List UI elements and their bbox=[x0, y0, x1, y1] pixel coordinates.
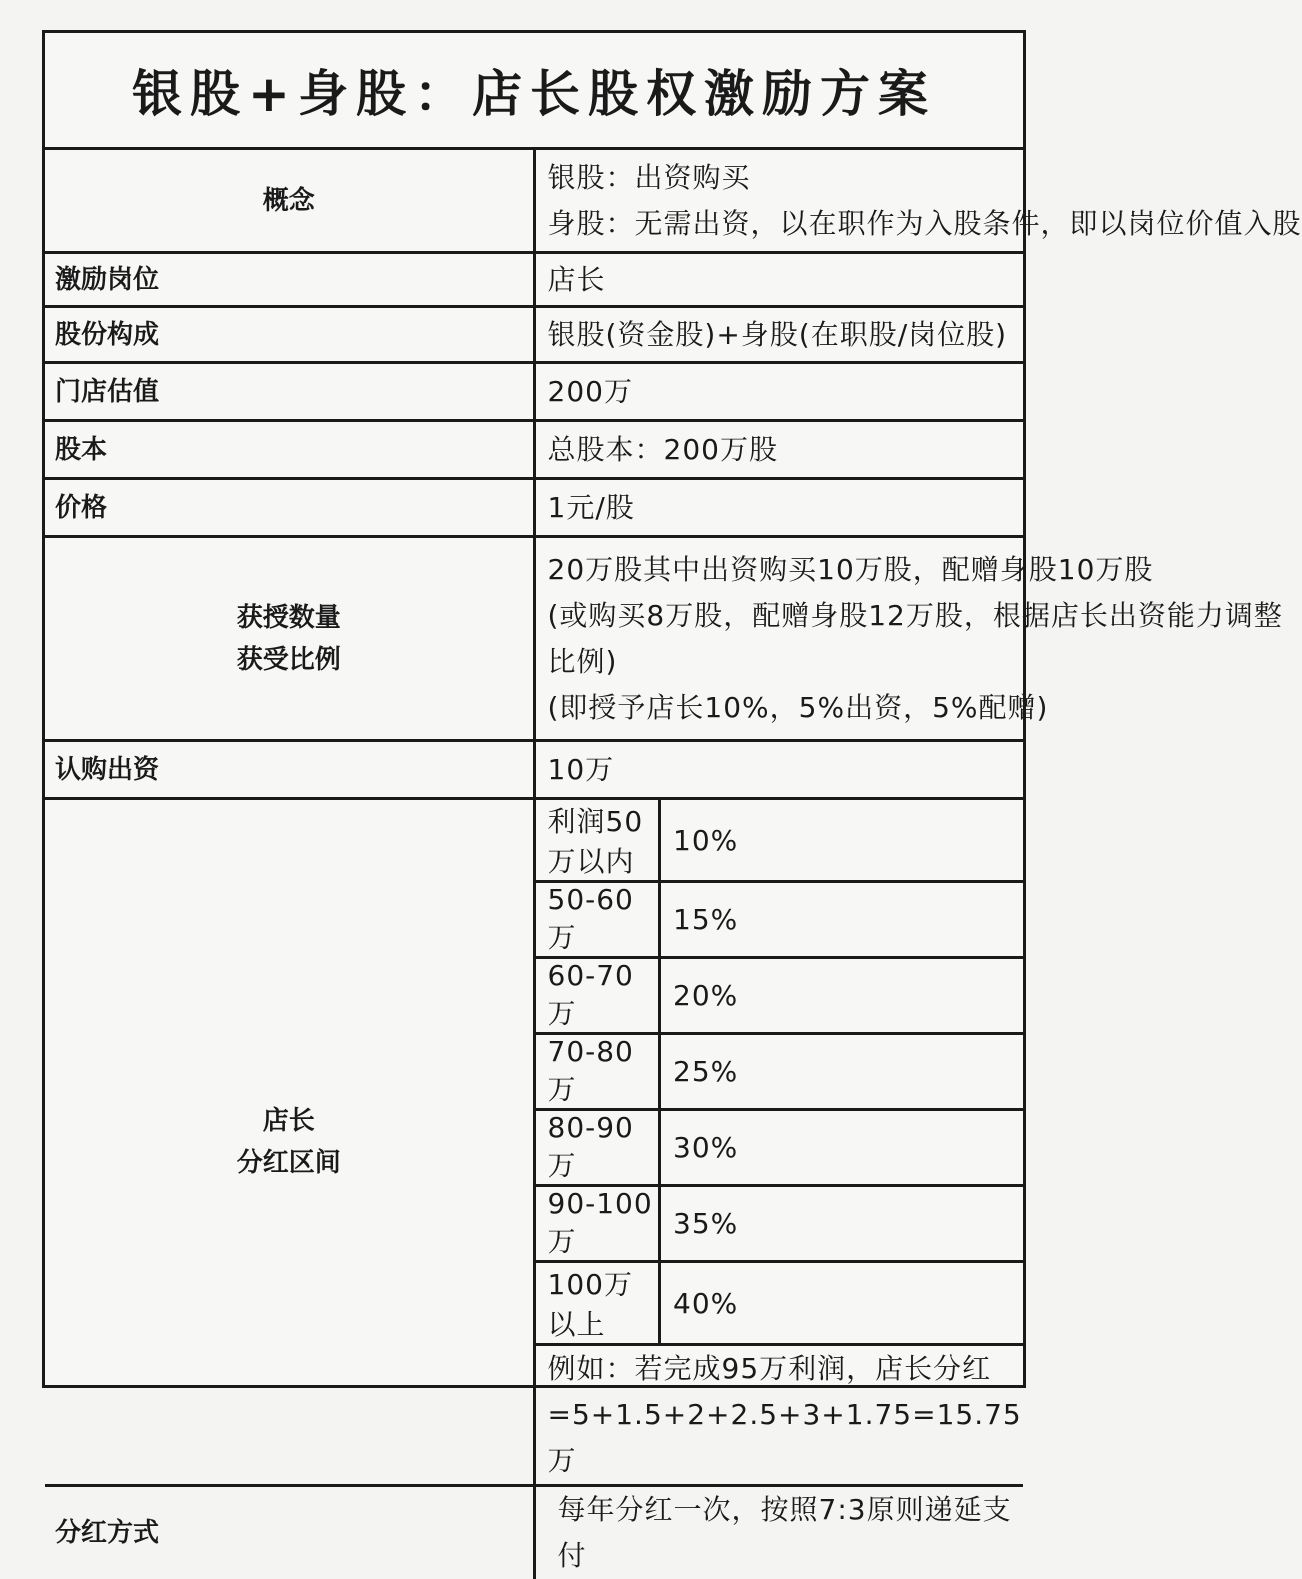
price-label: 价格 bbox=[45, 479, 534, 537]
dividend-example-line2: =5+1.5+2+2.5+3+1.75=15.75万 bbox=[548, 1392, 1024, 1484]
price-value: 1元/股 bbox=[534, 479, 1023, 537]
tier-row bbox=[536, 1186, 1024, 1262]
dividend-method-label: 分红方式 bbox=[45, 1486, 534, 1579]
incentive-plan-sheet bbox=[42, 30, 1026, 1388]
tier-rate: 25% bbox=[660, 1034, 1024, 1110]
grant-label-line1: 获授数量 bbox=[45, 597, 533, 639]
tier-range: 50-60万 bbox=[536, 882, 660, 958]
tier-row bbox=[536, 882, 1024, 958]
tier-rate: 35% bbox=[660, 1186, 1024, 1262]
valuation-label: 门店估值 bbox=[45, 363, 534, 421]
tier-rate: 10% bbox=[660, 800, 1024, 882]
tier-rate: 20% bbox=[660, 958, 1024, 1034]
position-value: 店长 bbox=[534, 253, 1023, 307]
tier-range: 90-100万 bbox=[536, 1186, 660, 1262]
dividend-tier-table bbox=[536, 800, 1024, 1484]
dividend-method-value: 每年分红一次，按照7:3原则递延支付 bbox=[534, 1486, 1023, 1579]
grant-label-line2: 获受比例 bbox=[45, 639, 533, 681]
dividend-range-label-line1: 店长 bbox=[45, 1100, 533, 1142]
composition-label: 股份构成 bbox=[45, 307, 534, 363]
subscription-value: 10万 bbox=[534, 741, 1023, 799]
incentive-plan-table bbox=[45, 33, 1023, 1579]
tier-row bbox=[536, 1110, 1024, 1186]
dividend-example bbox=[536, 1345, 1024, 1485]
tier-row bbox=[536, 1262, 1024, 1345]
concept-line-silver: 银股：出资购买 bbox=[548, 155, 1024, 201]
valuation-value: 200万 bbox=[534, 363, 1023, 421]
tier-range: 80-90万 bbox=[536, 1110, 660, 1186]
concept-value bbox=[534, 149, 1023, 253]
capital-value: 总股本：200万股 bbox=[534, 421, 1023, 479]
dividend-range-label bbox=[45, 799, 534, 1486]
tier-rate: 30% bbox=[660, 1110, 1024, 1186]
grant-line-4: (即授予店长10%，5%出资，5%配赠) bbox=[548, 685, 1024, 731]
tier-range: 70-80万 bbox=[536, 1034, 660, 1110]
dividend-range-cell bbox=[534, 799, 1023, 1486]
capital-label: 股本 bbox=[45, 421, 534, 479]
position-label: 激励岗位 bbox=[45, 253, 534, 307]
grant-value bbox=[534, 537, 1023, 741]
tier-row bbox=[536, 800, 1024, 882]
tier-range: 100万以上 bbox=[536, 1262, 660, 1345]
page-title: 银股+身股：店长股权激励方案 bbox=[45, 33, 1023, 149]
grant-line-3: 比例) bbox=[548, 639, 1024, 685]
tier-range: 60-70万 bbox=[536, 958, 660, 1034]
subscription-label: 认购出资 bbox=[45, 741, 534, 799]
tier-rate: 15% bbox=[660, 882, 1024, 958]
tier-range: 利润50万以内 bbox=[536, 800, 660, 882]
tier-row bbox=[536, 1034, 1024, 1110]
concept-line-body: 身股：无需出资，以在职作为入股条件，即以岗位价值入股 bbox=[548, 201, 1024, 247]
grant-line-2: (或购买8万股，配赠身股12万股，根据店长出资能力调整 bbox=[548, 593, 1024, 639]
dividend-range-label-line2: 分红区间 bbox=[45, 1142, 533, 1184]
composition-value: 银股(资金股)+身股(在职股/岗位股) bbox=[534, 307, 1023, 363]
tier-row bbox=[536, 958, 1024, 1034]
tier-rate: 40% bbox=[660, 1262, 1024, 1345]
concept-label: 概念 bbox=[45, 149, 534, 253]
grant-label bbox=[45, 537, 534, 741]
dividend-example-line1: 例如：若完成95万利润，店长分红 bbox=[548, 1346, 1024, 1392]
grant-line-1: 20万股其中出资购买10万股，配赠身股10万股 bbox=[548, 547, 1024, 593]
